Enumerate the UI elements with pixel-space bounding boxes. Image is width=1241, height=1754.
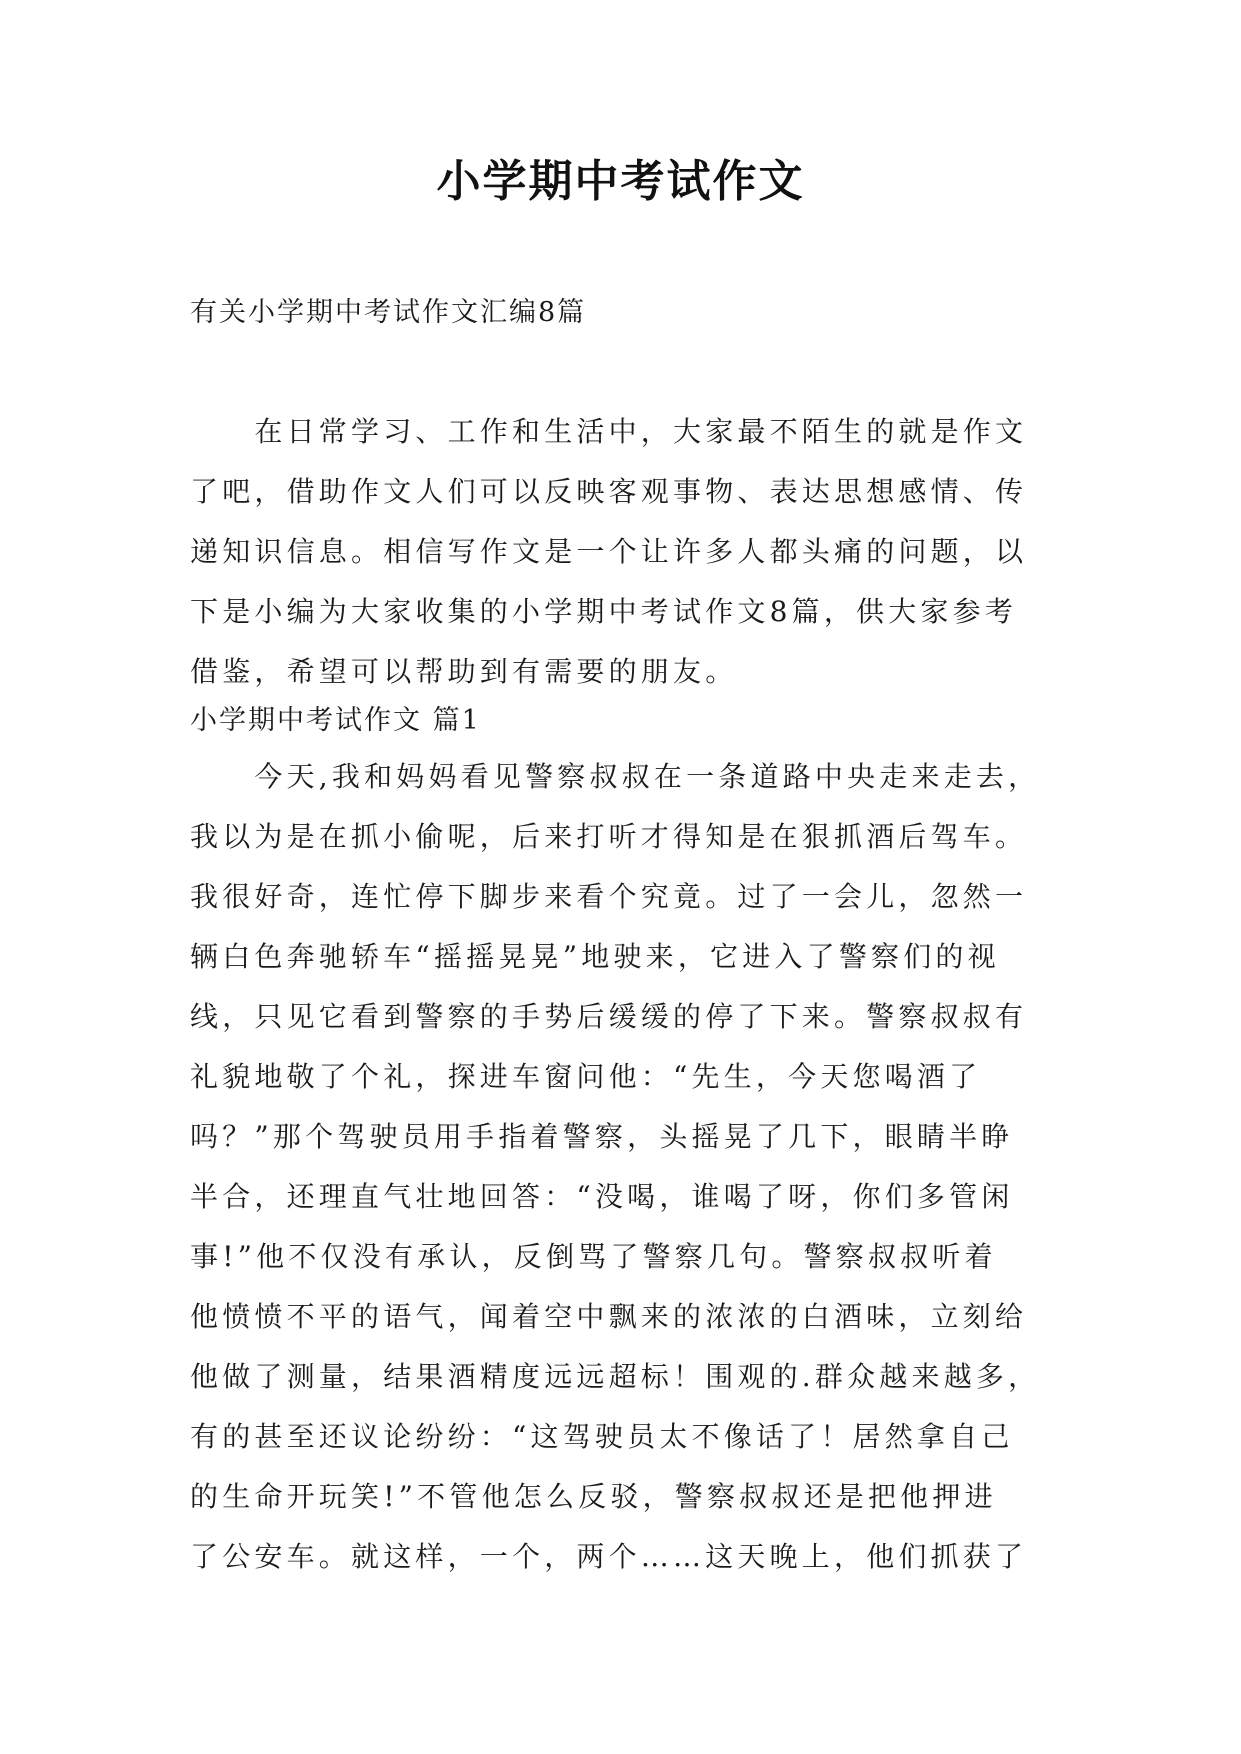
section-heading: 小学期中考试作文 篇1 — [190, 705, 481, 736]
intro-line: 递知识信息。相信写作文是一个让许多人都头痛的问题，以 — [190, 535, 1028, 568]
section-body — [190, 747, 1060, 1587]
body-line: 半合，还理直气壮地回答：“没喝，谁喝了呀，你们多管闲 — [190, 1180, 1014, 1213]
body-line: 的生命开玩笑!”不管他怎么反驳，警察叔叔还是把他押进 — [190, 1480, 997, 1513]
body-line: 辆白色奔驰轿车“摇摇晃晃”地驶来，它进入了警察们的视 — [190, 940, 1000, 973]
body-line: 线，只见它看到警察的手势后缓缓的停了下来。警察叔叔有 — [190, 1000, 1028, 1033]
intro-line: 下是小编为大家收集的小学期中考试作文8篇，供大家参考 — [190, 595, 1018, 628]
body-line: 他做了测量，结果酒精度远远超标！围观的.群众越来越多， — [190, 1360, 1041, 1393]
body-line: 礼貌地敬了个礼，探进车窗问他：“先生，今天您喝酒了 — [190, 1060, 982, 1093]
body-line: 事!”他不仅没有承认，反倒骂了警察几句。警察叔叔听着 — [190, 1240, 997, 1273]
intro-line: 了吧，借助作文人们可以反映客观事物、表达思想感情、传 — [190, 475, 1028, 508]
body-line: 我以为是在抓小偷呢，后来打听才得知是在狠抓酒后驾车。 — [190, 820, 1028, 853]
body-line: 了公安车。就这样，一个，两个……这天晚上，他们抓获了 — [190, 1540, 1028, 1573]
body-line: 有的甚至还议论纷纷：“这驾驶员太不像话了！居然拿自己 — [190, 1420, 1014, 1453]
intro-line: 在日常学习、工作和生活中，大家最不陌生的就是作文 — [190, 415, 1028, 448]
body-line: 我很好奇，连忙停下脚步来看个究竟。过了一会儿，忽然一 — [190, 880, 1028, 913]
document-subtitle: 有关小学期中考试作文汇编8篇 — [190, 297, 587, 328]
document-title: 小学期中考试作文 — [436, 156, 805, 207]
body-line: 吗？”那个驾驶员用手指着警察，头摇晃了几下，眼睛半睁 — [190, 1120, 1014, 1153]
intro-line: 借鉴，希望可以帮助到有需要的朋友。 — [190, 655, 738, 688]
body-line: 今天,我和妈妈看见警察叔叔在一条道路中央走来走去， — [190, 760, 1041, 793]
intro-paragraph — [190, 402, 1060, 702]
body-line: 他愤愤不平的语气，闻着空中飘来的浓浓的白酒味，立刻给 — [190, 1300, 1028, 1333]
